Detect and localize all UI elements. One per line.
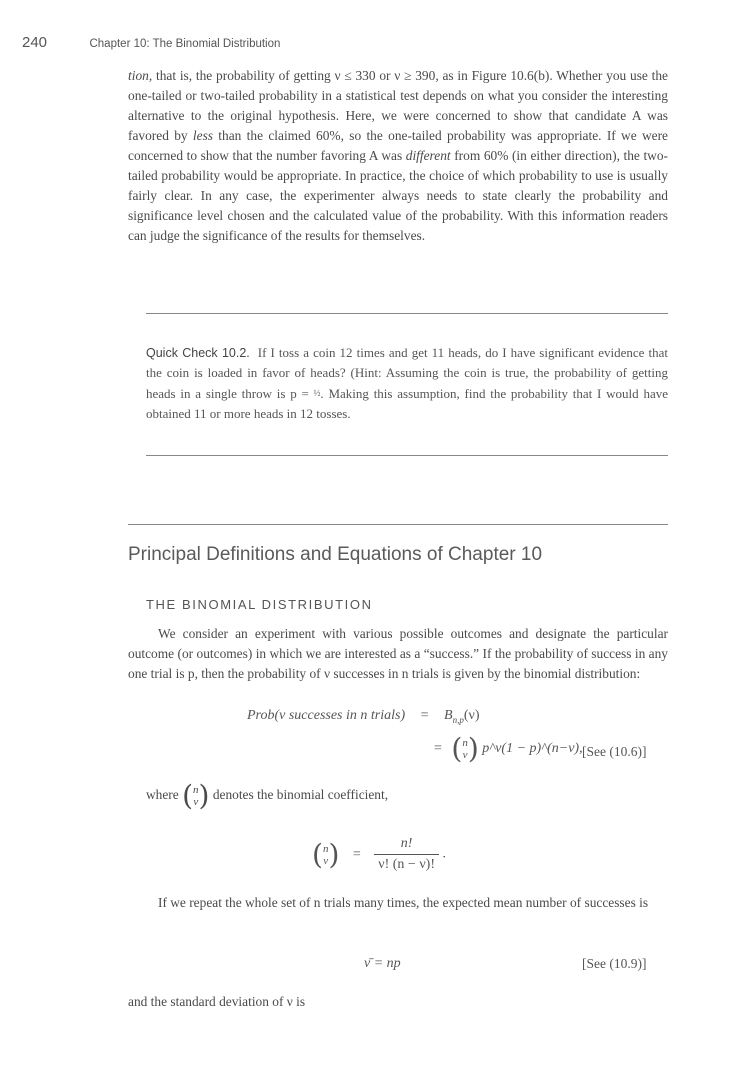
where-text: where [146,787,179,803]
eq1-rhs2: p^ν(1 − p)^(n−ν), [482,741,583,757]
eq1-lhs: Prob(ν successes in n trials) [247,708,406,723]
binom-coef-top: n [322,842,329,855]
equation-mean [364,956,401,972]
where-line [146,779,389,812]
fraction-numerator: n! [400,836,413,851]
binomial-coefficient-inline: (n ν) [182,779,210,812]
quick-check-bottom-rule [146,455,668,456]
eq-mean: ν̄ = np [364,956,401,971]
intro-paragraph: We consider an experiment with various possible outcomes and designate the particular outcome (or outcomes) in which we are interested as a “success.” If the probability of success in any one trial is p, then the probability of ν successes in n trials is given by the binomial distribution: [128,626,668,681]
body-text-less: less [192,128,213,143]
quick-check-box [146,343,668,424]
factorial-fraction [374,836,439,873]
body-text-part-c: from 60% (in either direction), the two-tailed probability would be appropriate. In practice, the choice of which probability to use is usually fairly clear. In any case, the experimenter always needs to state clearly the probability and significance level chosen and the calculated value of the probability. With this information readers can judge the significance of the results for themselves. [128,148,668,243]
binom-bottom: ν [462,749,468,761]
chapter-title: Chapter 10: The Binomial Distribution [89,38,281,50]
definitions-intro [128,624,668,684]
quick-check-text-a: If I toss a coin 12 times and get 11 heads, do I have significant evidence that the coin is loaded in favor of heads? (Hint: Assuming the coin is true, the probability of getting heads in a single throw is p = [146,345,669,401]
binomial-coefficient: (n ν) [451,732,479,765]
quick-check-top-rule [146,313,668,314]
quick-check-label: Quick Check 10.2. [146,346,250,360]
section-title: Principal Definitions and Equations of Chapter 10 [128,544,543,565]
body-text-different: different [405,148,451,163]
equation-binomial-coefficient: (n ν) = $\frac{n!}{\nu! (n - \nu)!}$ . [312,836,446,872]
half-fraction: ½ [313,388,321,398]
binom-coef-bottom: ν [323,854,329,867]
eq1-b-arg: (ν) [463,708,480,723]
binom-coef-lhs: (n ν) [312,837,340,871]
quick-check-text-b: . Making this assumption, find the probability that I would have obtained 11 or more heads in 12 tosses. [146,386,668,421]
body-paragraph [128,66,668,246]
body-text-start: tion, [128,68,153,83]
binom-inline-bottom: ν [193,796,199,808]
equation-binomial-rhs: = (n ν) p^ν(1 − p)^(n−ν), [434,732,583,765]
binom-inline-top: n [193,784,199,796]
subsection-title: THE BINOMIAL DISTRIBUTION [146,597,373,612]
section-rule [128,524,668,525]
fraction-denominator: ν! (n − ν)! [374,854,439,873]
repeat-paragraph: If we repeat the whole set of n trials many times, the expected mean number of successes is [158,895,649,910]
eq1-b: B [444,708,453,723]
binom-top: n [462,737,468,749]
equation-binomial-lhs: Prob(ν successes in n trials) = $B_{n,p}(\nu)$ [247,708,480,725]
page-number: 240 [22,34,48,51]
where-tail: denotes the binomial coefficient, [212,787,389,803]
eq1-reference: [See (10.6)] [582,744,647,759]
std-line: and the standard deviation of ν is [128,994,306,1009]
eq-mean-reference: [See (10.9)] [582,956,647,971]
repeat-paragraph-block [128,893,668,913]
body-text-part-a: that is, the probability of getting ν ≤ 330 or ν ≥ 390, as in Figure 10.6(b). Whether you use the one-tailed or two-tailed probability in a statistical test depends on what you consider the interesting alternative to the original hypothesis. Here, we were concerned to show that candidate A was favored by [128,68,668,143]
body-text-part-b: than the claimed 60%, so the one-tailed probability was appropriate. If we were concerned to show that the number favoring A was [128,128,668,163]
running-head [22,34,280,52]
eq1-b-sub: n,p [452,714,464,725]
